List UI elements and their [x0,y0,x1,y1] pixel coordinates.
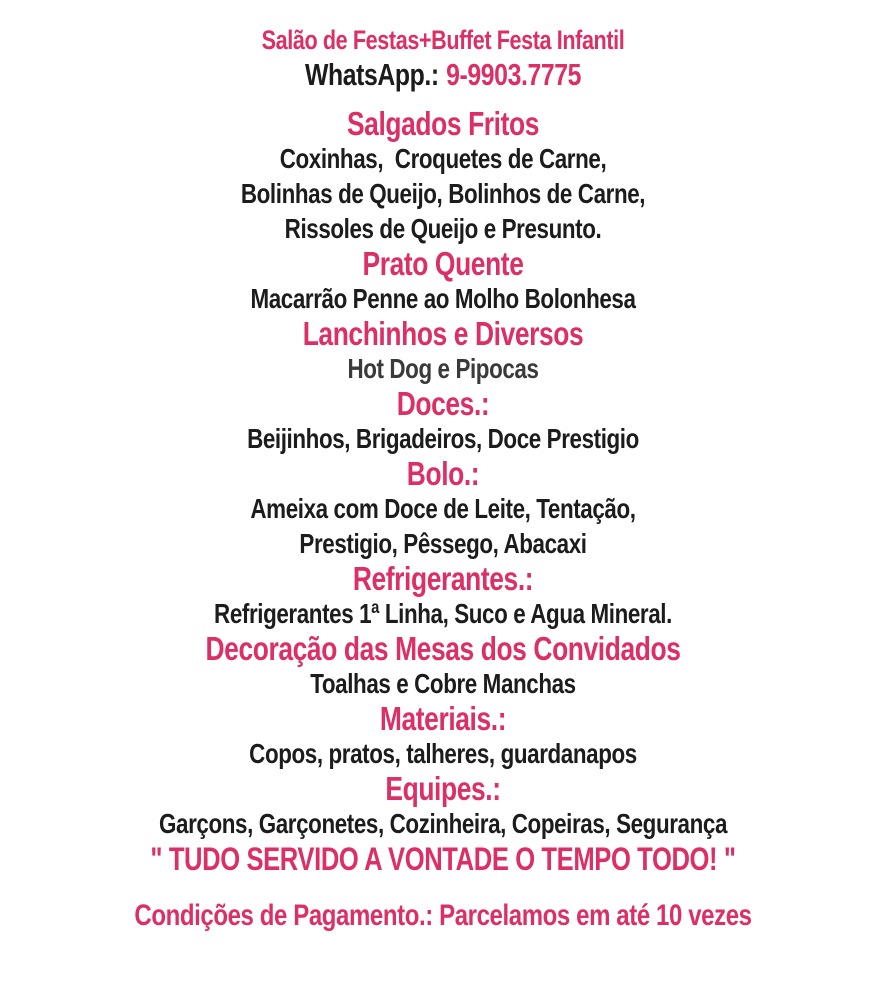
menu-sections [0,106,886,841]
menu-item-line: Refrigerantes 1ª Linha, Suco e Agua Mineral. [214,598,672,629]
whatsapp-label: WhatsApp.: [304,57,439,92]
section-heading: Bolo.: [406,455,480,492]
menu-item-line: Beijinhos, Brigadeiros, Doce Prestigio [247,423,639,454]
slogan-banner: " TUDO SERVIDO A VONTADE O TEMPO TODO! " [150,841,736,877]
menu-item-line: Coxinhas, Croquetes de Carne, [279,143,607,174]
section-heading: Refrigerantes.: [352,560,534,597]
section-heading: Doces.: [396,385,490,422]
whatsapp-number: 9-9903.7775 [446,57,582,92]
payment-terms: Condições de Pagamento.: Parcelamos em até 10 vezes [134,899,752,932]
section-heading: Salgados Fritos [346,105,540,142]
menu-item-line: Toalhas e Cobre Manchas [310,668,576,699]
whatsapp-line [89,57,798,93]
menu-item-line: Copos, pratos, talheres, guardanapos [249,738,637,769]
section-heading: Prato Quente [362,245,524,282]
section-heading: Decoração das Mesas dos Convidados [205,630,681,667]
menu-item-line: Garçons, Garçonetes, Cozinheira, Copeiras, Segurança [158,808,728,839]
section-heading: Equipes.: [385,770,501,807]
menu-item-line: Hot Dog e Pipocas [347,353,539,384]
section-heading: Lanchinhos e Diversos [302,315,584,352]
menu-item-line: Bolinhas de Queijo, Bolinhos de Carne, [240,178,646,209]
menu-item-line: Prestigio, Pêssego, Abacaxi [299,528,587,559]
section-heading: Materiais.: [379,700,507,737]
flyer-title: Salão de Festas+Buffet Festa Infantil [261,25,625,55]
menu-item-line: Macarrão Penne ao Molho Bolonhesa [250,283,636,314]
menu-item-line: Ameixa com Doce de Leite, Tentação, [250,493,636,524]
menu-item-line: Rissoles de Queijo e Presunto. [284,213,602,244]
